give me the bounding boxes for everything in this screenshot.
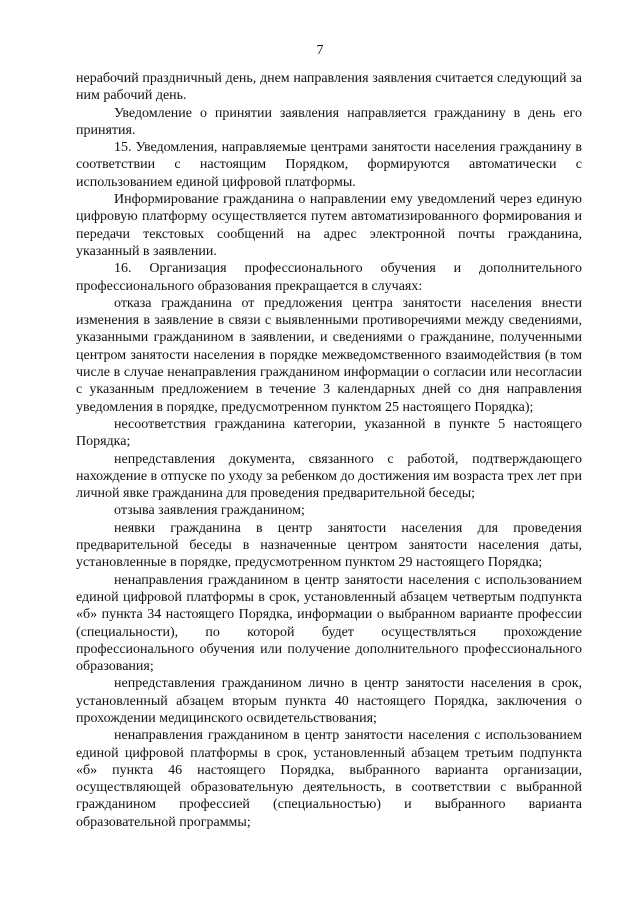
paragraph: Уведомление о принятии заявления направляется гражданину в день его принятия.: [76, 105, 582, 138]
list-item: ненаправления гражданином в центр занятости населения с использованием единой цифровой платформы в срок, установленный абзацем третьим подпункта «б» пункта 46 настоящего Порядка, выбранного варианта организации, осуществляющей образовательную деятельность, в соответствии с выбранной гражданином профессией (специальностью) и выбранного варианта образовательной программы;: [76, 728, 582, 830]
paragraph: 15. Уведомления, направляемые центрами занятости населения гражданину в соответствии с настоящим Порядком, формируются автоматически с использованием единой цифровой платформы.: [76, 140, 582, 190]
list-item: неявки гражданина в центр занятости населения для проведения предварительной беседы в назначенные центром занятости населения даты, установленные в порядке, предусмотренном пунктом 29 настоящего Порядка;: [76, 520, 582, 571]
paragraph: нерабочий праздничный день, днем направления заявления считается следующий за ним рабочий день.: [76, 71, 582, 104]
list-item: отказа гражданина от предложения центра занятости населения внести изменения в заявление в связи с выявленными противоречиями между сведениями, указанными гражданином в заявлении, и сведениями о гражданине, полученными центром занятости населения в порядке межведомственного взаимодействия (в том числе в случае ненаправления гражданином информации о согласии или несогласии с указанным предложением в течение 3 календарных дней со дня направления уведомления в порядке, предусмотренном пунктом 25 настоящего Порядка);: [76, 295, 582, 415]
list-item: непредставления гражданином лично в центр занятости населения в срок, установленный абзацем вторым пункта 40 настоящего Порядка, заключения о прохождении медицинского освидетельствования;: [76, 676, 582, 726]
list-item: отзыва заявления гражданином;: [114, 503, 305, 519]
list-item: несоответствия гражданина категории, указанной в пункте 5 настоящего Порядка;: [76, 416, 582, 450]
paragraph: Информирование гражданина о направлении ему уведомлений через единую цифровую платформу осуществляется путем автоматизированного формирования и передачи текстовых сообщений на адрес электронной почты гражданина, указанный в заявлении.: [76, 192, 582, 259]
list-item: непредставления документа, связанного с работой, подтверждающего нахождение в отпуске по уходу за ребенком до достижения им возраста трех лет при личной явке гражданина для проведения предварительной беседы;: [76, 451, 582, 502]
paragraph: 16. Организация профессионального обучения и дополнительного профессионального образования прекращается в случаях:: [76, 261, 582, 294]
document-body: [76, 70, 582, 831]
page-number: 7: [316, 43, 324, 58]
list-item: ненаправления гражданином в центр занятости населения с использованием единой цифровой платформы в срок, установленный абзацем четвертым подпункта «б» пункта 34 настоящего Порядка, информации о выбранном варианте профессии (специальности), по которой будет осуществляться прохождение профессионального обучения или получение дополнительного профессионального образования;: [76, 572, 582, 675]
